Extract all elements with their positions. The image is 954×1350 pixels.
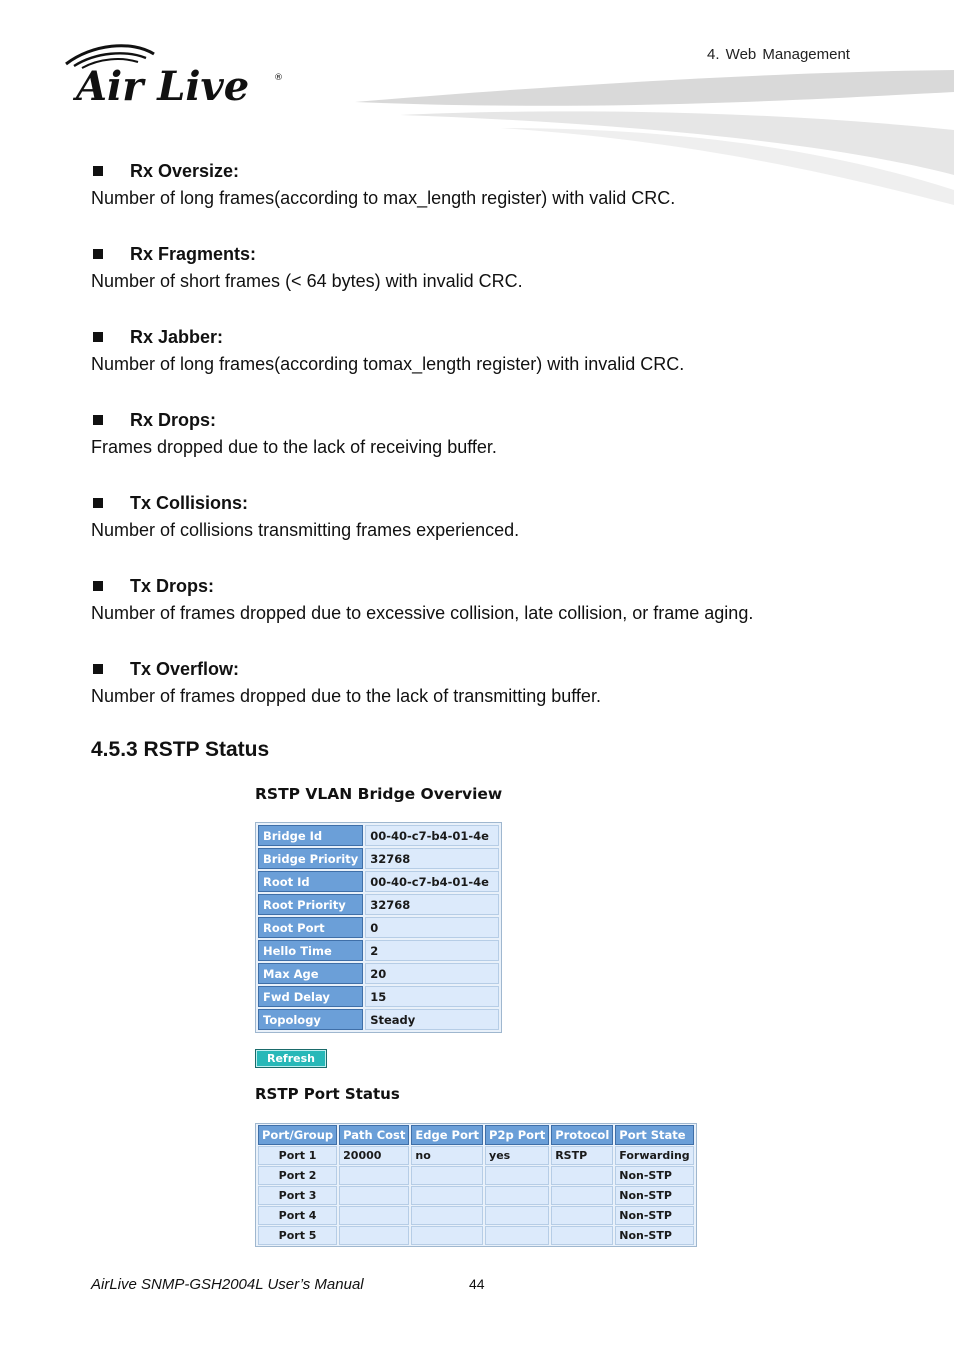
- table-cell: [411, 1226, 483, 1245]
- bridge-label: Root Id: [258, 871, 363, 892]
- chapter-header: 4. Web Management: [707, 46, 850, 63]
- table-cell: [551, 1226, 613, 1245]
- definition-item: [91, 490, 891, 573]
- svg-text:®: ®: [274, 73, 283, 83]
- bridge-overview-table: [255, 822, 502, 1033]
- table-cell: Port 5: [258, 1226, 337, 1245]
- page-number: 44: [469, 1276, 485, 1292]
- table-cell: Port 4: [258, 1206, 337, 1225]
- column-header: Port State: [615, 1125, 693, 1145]
- table-row: [258, 1226, 694, 1245]
- table-row: [258, 940, 499, 961]
- table-cell: Forwarding: [615, 1146, 693, 1165]
- table-row: [258, 1166, 694, 1185]
- table-cell: Port 1: [258, 1146, 337, 1165]
- table-cell: [485, 1226, 549, 1245]
- table-row: [258, 1009, 499, 1030]
- definition-item: [91, 656, 891, 739]
- bridge-label: Root Priority: [258, 894, 363, 915]
- definition-term: Tx Collisions:: [130, 493, 249, 513]
- table-row: [258, 1206, 694, 1225]
- table-cell: no: [411, 1146, 483, 1165]
- square-bullet-icon: [93, 166, 103, 176]
- bridge-label: Bridge Priority: [258, 848, 363, 869]
- definition-desc: Number of long frames(according tomax_length register) with invalid CRC.: [91, 354, 685, 374]
- definition-term: Rx Fragments:: [130, 244, 257, 264]
- airlive-logo: [62, 42, 292, 112]
- table-cell: [485, 1166, 549, 1185]
- bridge-value: 20: [365, 963, 499, 984]
- table-row: [258, 1186, 694, 1205]
- bridge-value: 0: [365, 917, 499, 938]
- table-row: [258, 917, 499, 938]
- definition-desc: Number of frames dropped due to the lack of transmitting buffer.: [91, 686, 601, 706]
- table-row: [258, 986, 499, 1007]
- table-cell: Non-STP: [615, 1166, 693, 1185]
- table-cell: Non-STP: [615, 1226, 693, 1245]
- footer-manual-title: AirLive SNMP-GSH2004L User’s Manual: [91, 1276, 364, 1293]
- square-bullet-icon: [93, 581, 103, 591]
- definition-term: Rx Oversize:: [130, 161, 240, 181]
- definition-item: [91, 241, 891, 324]
- bridge-value: 32768: [365, 894, 499, 915]
- column-header: P2p Port: [485, 1125, 549, 1145]
- bridge-value: 2: [365, 940, 499, 961]
- column-header: Path Cost: [339, 1125, 409, 1145]
- bridge-label: Fwd Delay: [258, 986, 363, 1007]
- definition-desc: Frames dropped due to the lack of receiving buffer.: [91, 437, 497, 457]
- table-cell: yes: [485, 1146, 549, 1165]
- table-row: [258, 1146, 694, 1165]
- bridge-label: Bridge Id: [258, 825, 363, 846]
- table-row: [258, 848, 499, 869]
- column-header: Port/Group: [258, 1125, 337, 1145]
- square-bullet-icon: [93, 415, 103, 425]
- definition-desc: Number of short frames (< 64 bytes) with invalid CRC.: [91, 271, 523, 291]
- definition-item: [91, 158, 891, 241]
- table-cell: [339, 1166, 409, 1185]
- table-cell: [339, 1186, 409, 1205]
- definition-term: Rx Jabber:: [130, 327, 224, 347]
- table-cell: [551, 1186, 613, 1205]
- rstp-screenshot: [255, 780, 690, 1242]
- bridge-value: 00-40-c7-b4-01-4e: [365, 871, 499, 892]
- table-cell: [339, 1206, 409, 1225]
- table-row: [258, 825, 499, 846]
- square-bullet-icon: [93, 498, 103, 508]
- bridge-overview-title: RSTP VLAN Bridge Overview: [255, 785, 503, 803]
- bridge-label: Topology: [258, 1009, 363, 1030]
- table-cell: [411, 1206, 483, 1225]
- port-status-table: [255, 1123, 697, 1247]
- table-header-row: [258, 1125, 694, 1145]
- definition-list: [91, 158, 891, 739]
- table-cell: [551, 1206, 613, 1225]
- table-cell: [339, 1226, 409, 1245]
- square-bullet-icon: [93, 249, 103, 259]
- square-bullet-icon: [93, 664, 103, 674]
- table-cell: [411, 1186, 483, 1205]
- column-header: Edge Port: [411, 1125, 483, 1145]
- column-header: Protocol: [551, 1125, 613, 1145]
- bridge-value: 00-40-c7-b4-01-4e: [365, 825, 499, 846]
- definition-desc: Number of frames dropped due to excessive collision, late collision, or frame aging.: [91, 603, 754, 623]
- table-cell: [411, 1166, 483, 1185]
- bridge-value: 32768: [365, 848, 499, 869]
- table-cell: 20000: [339, 1146, 409, 1165]
- definition-item: [91, 573, 891, 656]
- table-cell: Non-STP: [615, 1206, 693, 1225]
- bridge-value: Steady: [365, 1009, 499, 1030]
- definition-term: Tx Drops:: [130, 576, 215, 596]
- bridge-label: Max Age: [258, 963, 363, 984]
- table-cell: [485, 1186, 549, 1205]
- table-cell: Port 2: [258, 1166, 337, 1185]
- svg-text:Air Live: Air Live: [76, 63, 250, 110]
- table-cell: [485, 1206, 549, 1225]
- bridge-label: Hello Time: [258, 940, 363, 961]
- table-cell: Non-STP: [615, 1186, 693, 1205]
- definition-desc: Number of long frames(according to max_length register) with valid CRC.: [91, 188, 676, 208]
- bridge-value: 15: [365, 986, 499, 1007]
- definition-desc: Number of collisions transmitting frames experienced.: [91, 520, 520, 540]
- table-cell: RSTP: [551, 1146, 613, 1165]
- refresh-button[interactable]: Refresh: [255, 1049, 327, 1068]
- table-row: [258, 963, 499, 984]
- table-cell: [551, 1166, 613, 1185]
- square-bullet-icon: [93, 332, 103, 342]
- table-cell: Port 3: [258, 1186, 337, 1205]
- definition-term: Rx Drops:: [130, 410, 217, 430]
- definition-item: [91, 407, 891, 490]
- table-row: [258, 871, 499, 892]
- table-row: [258, 894, 499, 915]
- bridge-label: Root Port: [258, 917, 363, 938]
- port-status-title: RSTP Port Status: [255, 1085, 400, 1103]
- section-title: 4.5.3 RSTP Status: [91, 738, 270, 761]
- definition-term: Tx Overflow:: [130, 659, 240, 679]
- definition-item: [91, 324, 891, 407]
